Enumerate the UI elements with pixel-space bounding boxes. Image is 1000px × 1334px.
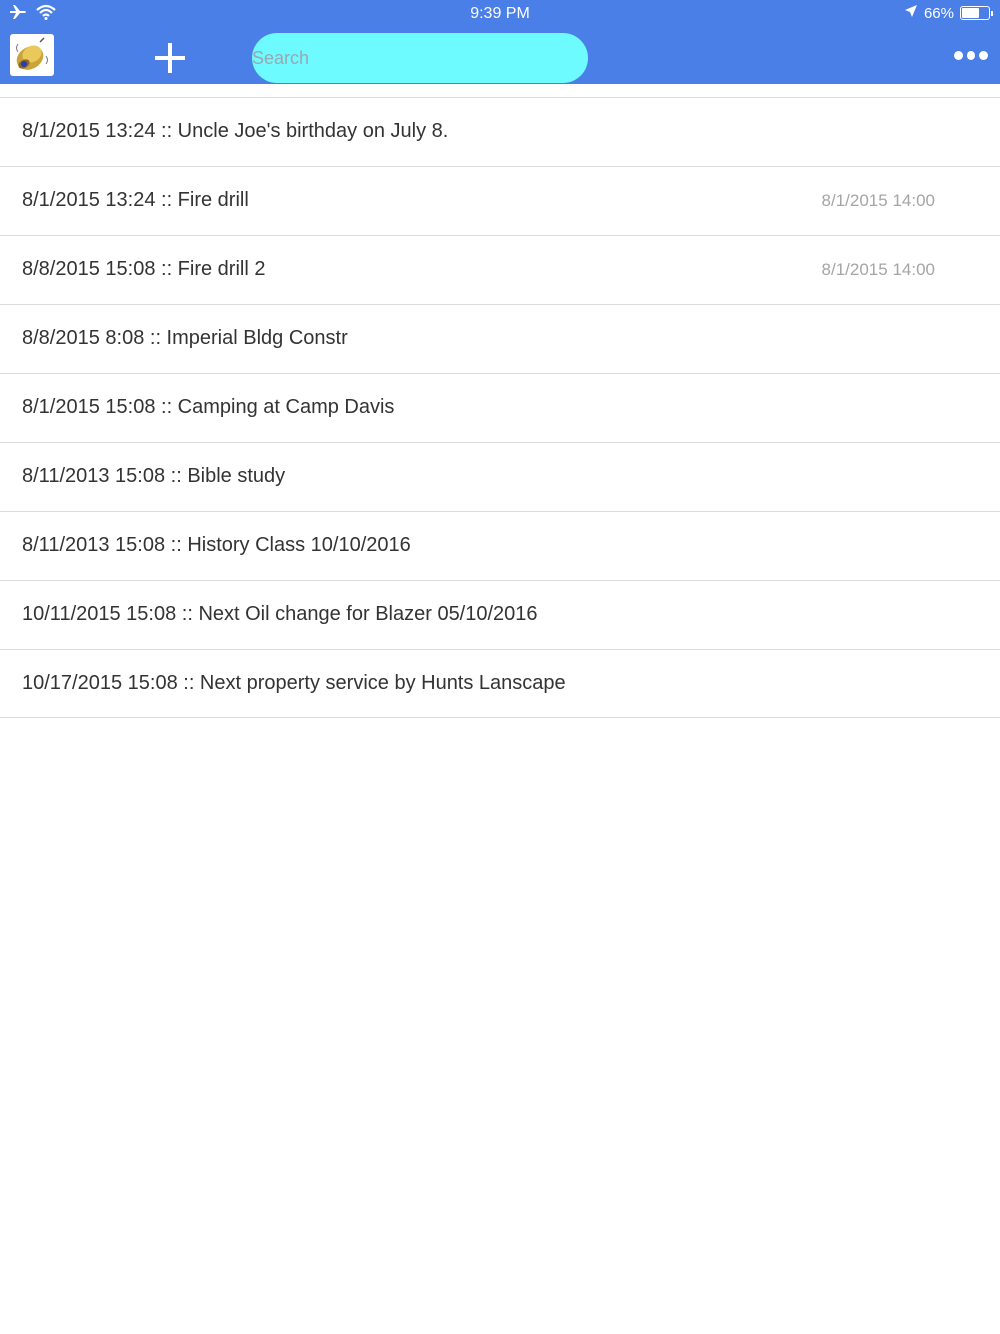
list-item[interactable] bbox=[0, 235, 1000, 304]
search-input[interactable] bbox=[252, 33, 588, 83]
list-item[interactable] bbox=[0, 373, 1000, 442]
plus-icon[interactable] bbox=[152, 40, 188, 76]
location-arrow-icon bbox=[904, 4, 918, 22]
reminder-title: 8/11/2013 15:08 :: History Class 10/10/2016 bbox=[22, 534, 411, 556]
more-dots-icon[interactable] bbox=[954, 48, 988, 62]
battery-icon bbox=[960, 6, 990, 20]
reminder-list bbox=[0, 97, 1000, 718]
reminder-title: 8/1/2015 15:08 :: Camping at Camp Davis bbox=[22, 396, 395, 418]
top-bar bbox=[0, 0, 1000, 84]
reminder-title: 8/11/2013 15:08 :: Bible study bbox=[22, 465, 286, 487]
reminder-title: 8/1/2015 13:24 :: Fire drill bbox=[22, 189, 249, 211]
list-item[interactable] bbox=[0, 304, 1000, 373]
list-item[interactable] bbox=[0, 442, 1000, 511]
list-item[interactable] bbox=[0, 166, 1000, 235]
reminder-title: 10/17/2015 15:08 :: Next property service by Hunts Lanscape bbox=[22, 672, 566, 694]
status-time: 9:39 PM bbox=[470, 5, 530, 22]
reminder-due: 8/1/2015 14:00 bbox=[821, 191, 935, 210]
reminder-title: 8/1/2015 13:24 :: Uncle Joe's birthday on July 8. bbox=[22, 120, 449, 142]
reminder-title: 8/8/2015 8:08 :: Imperial Bldg Constr bbox=[22, 327, 348, 349]
reminder-due: 8/1/2015 14:00 bbox=[821, 260, 935, 279]
bell-icon[interactable] bbox=[10, 34, 54, 76]
reminder-title: 10/11/2015 15:08 :: Next Oil change for Blazer 05/10/2016 bbox=[22, 603, 538, 625]
status-bar bbox=[0, 0, 1000, 28]
list-item[interactable] bbox=[0, 649, 1000, 718]
list-item[interactable] bbox=[0, 511, 1000, 580]
battery-percent: 66% bbox=[923, 4, 954, 22]
reminder-title: 8/8/2015 15:08 :: Fire drill 2 bbox=[22, 258, 266, 280]
list-item[interactable] bbox=[0, 580, 1000, 649]
list-item[interactable] bbox=[0, 97, 1000, 166]
